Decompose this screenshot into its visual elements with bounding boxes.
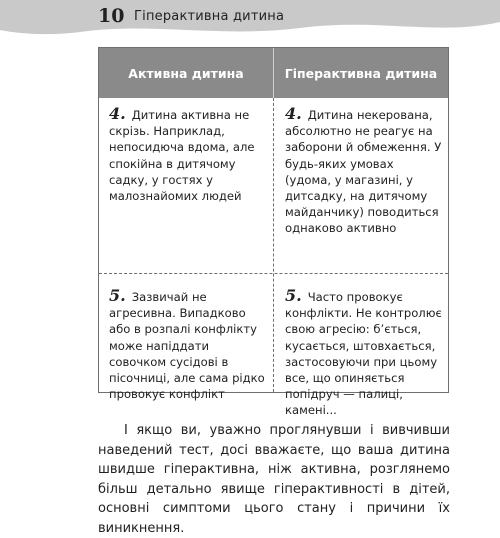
table-cell-row5-hyperactive (285, 288, 443, 419)
row-divider (99, 273, 448, 274)
item-number: 5. (285, 286, 302, 305)
table-cell-row4-active (109, 106, 267, 204)
item-number: 5. (109, 286, 126, 305)
running-header (0, 0, 500, 42)
comparison-table (98, 47, 449, 418)
cell-text: Дитина некерована, абсолютно не реагує на заборони й обмеження. У будь-яких умовах (удома, у магазині, у дитсадку, на дитячому майданчику) поводиться однаково активно (285, 108, 442, 236)
cell-text: Зазвичай не агресивна. Випадково або в розпалі конфлікту може напіддати совочком сусідові в пісочниці, але сама рідко провокує конфлікт (109, 290, 265, 402)
item-number: 4. (109, 104, 126, 123)
column-header-hyperactive: Гіперактивна дитина (284, 65, 438, 81)
table-header-row (99, 48, 448, 98)
item-number: 4. (285, 104, 302, 123)
table-cell-row4-hyperactive (285, 106, 443, 237)
cell-text: Дитина активна не скрізь. Наприклад, непосидюча вдома, але спокійна в дитячому садку, у гостях у малознайомих людей (109, 108, 255, 204)
column-header-active: Активна дитина (128, 65, 244, 81)
page-number: 10 (98, 5, 125, 27)
table-cell-row5-active (109, 288, 267, 402)
cell-text: Часто провокує конфлікти. Не контролює свою агресію: б’ється, кусається, штовхається, застосовуючи при цьому все, що опиняється попідруч — палиці, камені... (285, 290, 442, 418)
running-title: Гіперактивна дитина (134, 9, 285, 24)
column-divider (273, 98, 274, 392)
body-paragraph: І якщо ви, уважно проглянувши і вивчивши наведений тест, досі вважаєте, що ваша дитина швидше гіперактивна, ніж активна, розглянемо більш детально явище гіперактивності в дітей, основні симптоми цього стану і причини їх виникнення. (98, 423, 450, 536)
